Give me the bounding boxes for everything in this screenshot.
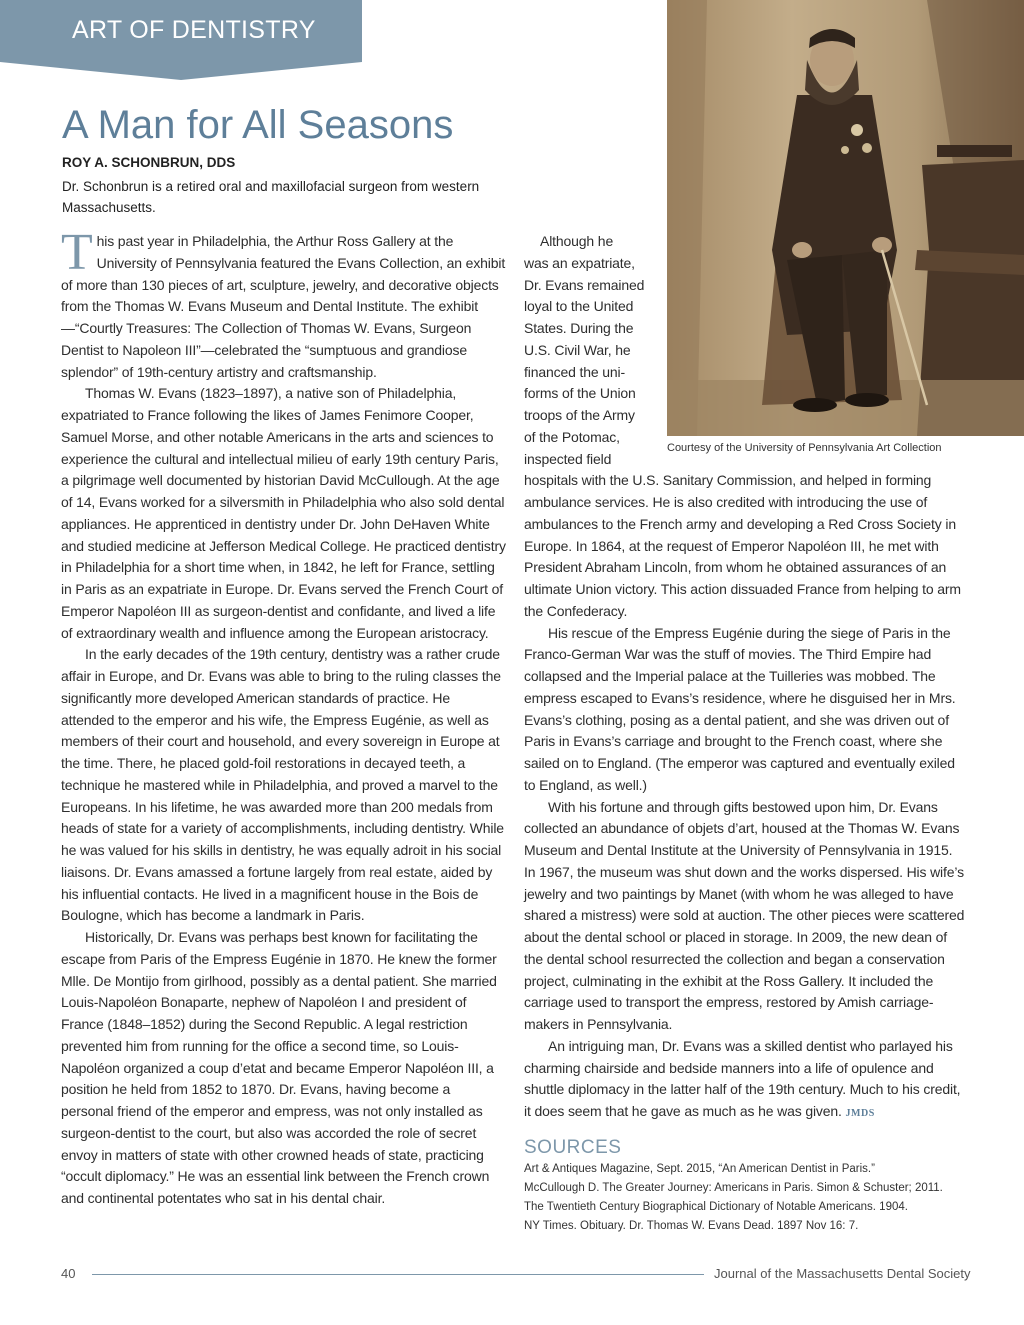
paragraph: hospitals with the U.S. Sanitary Commission, and helped in forming ambulance services. He is also credited with introducing the use of ambulances to the French army and developing a Red Cross Society in Europe. In 1864, at the request of Emperor Napoléon III, he met with President Abraham Lincoln, from whom he obtained assurances of an ultimate Union victory. This action dissuaded France from helping to arm the Confederacy. — [524, 472, 961, 619]
paragraph: With his fortune and through gifts bestowed upon him, Dr. Evans collected an abundance of objets d’art, housed at the Thomas W. Evans Museum and Dental Institute at the University of Pennsylvania in 1915. In 1967, the museum was shut down and the works dispersed. His wife’s jewelry and two paintings by Manet (with whom he was alleged to have shared a mistress) were sold at auction. The other pieces were scattered about the dental school or placed in storage. In 2009, the new dean of the dental school resurrected the collection and began a conservation project, culminating in the exhibit at the Ross Gallery. It included the carriage used to transport the empress, restored by Amish carriage-makers in Pennsylvania. — [524, 798, 965, 1032]
left-column — [61, 224, 506, 1210]
portrait-illustration — [667, 0, 1024, 436]
drop-cap: T — [61, 224, 93, 281]
journal-name: Journal of the Massachusetts Dental Society — [714, 1266, 971, 1281]
author-name: ROY A. SCHONBRUN, DDS — [62, 155, 236, 170]
paragraph-intro: This past year in Philadelphia, the Arthur Ross Gallery at the University of Pennsylvania featured the Evans Collection, an exhibit of more than 130 pieces of art, sculpture, jewelry, and decorative objects from the Thomas W. Evans Museum and Dental Institute. The exhibit—“Courtly Treasures: The Collection of Thomas W. Evans, Surgeon Dentist to Napoleon III”—celebrated the “sumptuous and grandiose splendor” of 19th-century artistry and craftsmanship. — [61, 224, 506, 380]
section-label: ART OF DENTISTRY — [72, 16, 316, 44]
paragraph: Thomas W. Evans (1823–1897), a native son of Philadelphia, expatriated to France following the likes of James Fenimore Cooper, Samuel Morse, and other notable Americans in the arts and sciences to experience the cultural and intellectual milieu of early 19th century Paris, a pilgrimage well documented by historian David McCullough. At the age of 14, Evans worked for a silversmith in Philadelphia who also sold dental appliances. He apprenticed in dentistry under Dr. John DeHaven White and studied medicine at Jefferson Medical College. He practiced dentistry in Philadelphia for a short time when, in 1842, he left for France, settling in Paris as an expatriate in Europe. Dr. Evans served the French Court of Emperor Napoléon III as surgeon-dentist and confidante, and lived a life of extraordinary wealth and influence among the European aristocracy. — [61, 385, 506, 641]
author-bio: Dr. Schonbrun is a retired oral and maxillofacial surgeon from western Massachusetts. — [62, 179, 480, 215]
end-mark: JMDS — [845, 1108, 875, 1119]
paragraph: In the early decades of the 19th century, dentistry was a rather crude affair in Europe, and Dr. Evans was able to bring to the ruling classes the significantly more developed American standards of practice. He attended to the emperor and his wife, the Empress Eugénie, as well as members of their court and household, and every sovereign in Europe at the time. There, he placed gold-foil restorations in decayed teeth, a technique he mastered while in Philadelphia, and proved a marvel to the Europeans. In his lifetime, he was awarded more than 200 medals from heads of state for a variety of accomplishments, including dentistry. While he was valued for his skills in dentistry, he was equally adroit in his social liaisons. Dr. Evans amassed a fortune largely from real estate, aided by his influential contacts. He lived in a magnificent house in the Bois de Boulogne, which has become a landmark in Paris. — [61, 646, 504, 924]
footer-divider — [92, 1274, 704, 1275]
paragraph-closing: An intriguing man, Dr. Evans was a skilled dentist who parlayed his charming chairside and bedside manners into a life of opulence and shuttle diplomacy in the latter half of the 19th century. Much to his credit, it does seem that he gave as much as he was given. JMDS — [524, 1037, 961, 1119]
paragraph: Historically, Dr. Evans was perhaps best known for facilitating the escape from Paris of the Empress Eugénie in 1870. He knew the former Mlle. De Montijo from girlhood, possibly as a dental patient. She married Louis-Napoléon Bonaparte, nephew of Napoléon I and president of France (1848–1852) during the Second Republic. A legal restriction prevented him from running for the office a second time, so Louis-Napoléon organized a coup d’etat and became Emperor Napoléon III, a position he held from 1852 to 1870. Dr. Evans, having become a personal friend of the emperor and empress, was not only installed as surgeon-dentist to the court, but also was accorded the role of secret envoy in matters of state with other crowned heads of state, practicing “occult diplomacy.” He was an essential link between the French crown and continental potentates who sat in his dental chair. — [61, 929, 497, 1206]
sources-list — [524, 1160, 964, 1236]
source-item: NY Times. Obituary. Dr. Thomas W. Evans Dead. 1897 Nov 16: 7. — [524, 1220, 859, 1232]
portrait-photo — [667, 0, 1024, 436]
article-title: A Man for All Seasons — [62, 103, 454, 147]
photo-caption: Courtesy of the University of Pennsylvania Art Collection — [667, 442, 942, 454]
source-item: The Twentieth Century Biographical Dictionary of Notable Americans. 1904. — [524, 1201, 908, 1213]
paragraph: His rescue of the Empress Eugénie during the siege of Paris in the Franco-German War was the stuff of movies. The Third Empire had collapsed and the Imperial palace at the Tuilleries was mobbed. The empress escaped to Evans’s residence, where he disguised her in Mrs. Evans’s clothing, posing as a dental patient, and she was driven out of Paris in Evans’s carriage and brought to the French coast, where she sailed on to England. (The emperor was captured and eventually exiled to England, as well.) — [524, 624, 956, 793]
source-item: Art & Antiques Magazine, Sept. 2015, “An American Dentist in Paris.” — [524, 1163, 875, 1175]
paragraph-narrow: Although he was an expatriate, Dr. Evans remained loyal to the United States. During the U.S. Civil War, he financed the uni- forms of the Union troops of the Army of the Potomac, inspected field — [524, 233, 645, 467]
page-number: 40 — [61, 1266, 76, 1281]
source-item: McCullough D. The Greater Journey: Americans in Paris. Simon & Schuster; 2011. — [524, 1182, 943, 1194]
sources-heading: SOURCES — [524, 1137, 622, 1158]
